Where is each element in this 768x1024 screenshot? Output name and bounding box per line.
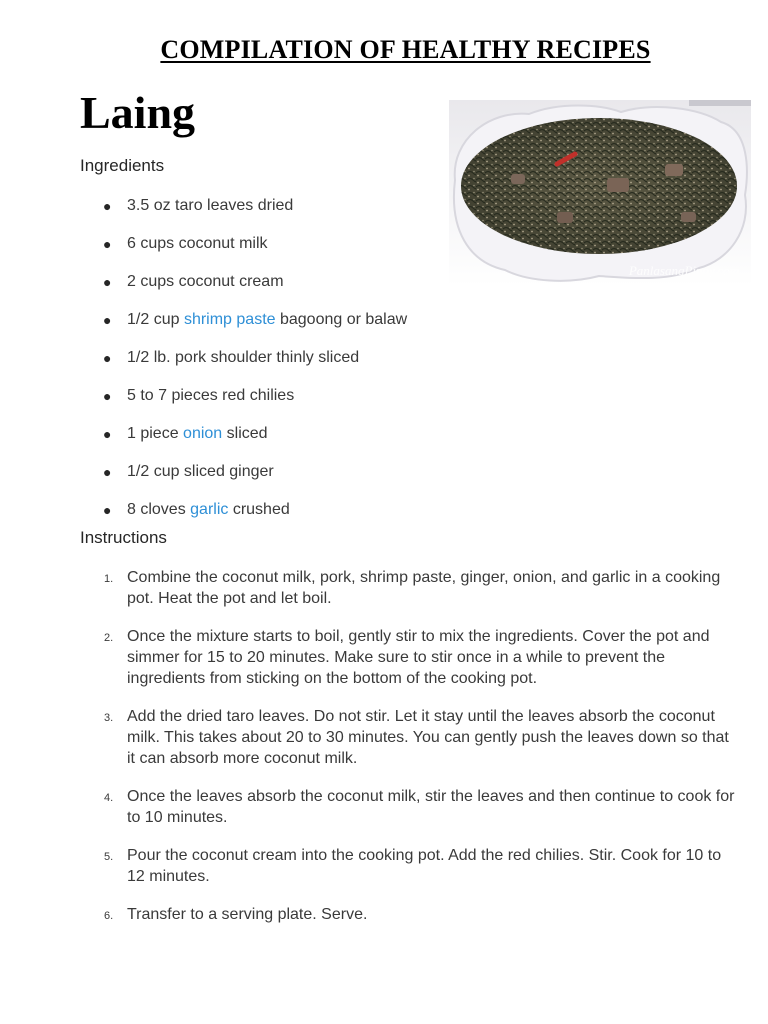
step-number: 4.	[104, 792, 114, 804]
ingredient-item	[0, 309, 407, 347]
ingredient-text: 2 cups coconut cream	[127, 273, 284, 290]
step-item	[0, 786, 740, 845]
page-header: COMPILATION OF HEALTHY RECIPES	[160, 35, 651, 64]
ingredient-text: 6 cups coconut milk	[127, 235, 268, 252]
bullet-icon: ●	[103, 274, 112, 290]
step-item	[0, 904, 740, 925]
dish-photo	[449, 100, 751, 286]
step-text: Transfer to a serving plate. Serve.	[127, 906, 368, 923]
bullet-icon: ●	[103, 388, 112, 404]
bullet-icon: ●	[103, 350, 112, 366]
step-text: Once the mixture starts to boil, gently stir to mix the ingredients. Cover the pot and simmer for 15 to 20 minutes. Make sure to stir once in a while to prevent the ingredients from sticking on the bottom of the cooking pot.	[127, 628, 710, 687]
ingredient-item	[0, 461, 407, 499]
step-number: 5.	[104, 851, 114, 863]
ingredient-text-suffix: bagoong or balaw	[275, 311, 408, 328]
bullet-icon: ●	[103, 426, 112, 442]
bullet-icon: ●	[103, 464, 112, 480]
ingredient-item	[0, 271, 407, 309]
step-number: 3.	[104, 712, 114, 724]
step-number: 1.	[104, 573, 114, 585]
step-number: 6.	[104, 910, 114, 922]
step-number: 2.	[104, 632, 114, 644]
step-text: Add the dried taro leaves. Do not stir. Let it stay until the leaves absorb the coconut milk. This takes about 20 to 30 minutes. You can gently push the leaves down so that it can absorb more coconut milk.	[127, 708, 729, 767]
step-item	[0, 567, 740, 626]
ingredient-item	[0, 499, 407, 537]
ingredient-text: 1/2 cup	[127, 311, 184, 328]
ingredient-text: 5 to 7 pieces red chilies	[127, 387, 295, 404]
ingredient-item	[0, 233, 407, 271]
bullet-icon: ●	[103, 502, 112, 518]
ingredient-text: 1/2 cup sliced ginger	[127, 463, 274, 480]
ingredient-text: 1 piece	[127, 425, 184, 442]
shrimp-paste-link[interactable]: shrimp paste	[183, 311, 276, 328]
step-text: Pour the coconut cream into the cooking pot. Add the red chilies. Stir. Cook for 10 to 12 minutes.	[127, 847, 722, 885]
ingredient-text-suffix: sliced	[222, 425, 268, 442]
bullet-icon: ●	[103, 198, 112, 214]
ingredient-text: 3.5 oz taro leaves dried	[127, 197, 294, 214]
onion-link[interactable]: onion	[183, 425, 223, 442]
ingredient-list	[0, 195, 407, 537]
step-text: Once the leaves absorb the coconut milk, stir the leaves and then continue to cook for to 10 minutes.	[127, 788, 735, 826]
step-text: Combine the coconut milk, pork, shrimp paste, ginger, onion, and garlic in a cooking pot. Heat the pot and let boil.	[127, 569, 721, 607]
ingredient-item	[0, 347, 407, 385]
ingredients-heading: Ingredients	[80, 156, 165, 175]
instructions-heading: Instructions	[80, 528, 167, 547]
step-list	[0, 567, 740, 925]
recipe-title: Laing	[80, 87, 196, 138]
step-item	[0, 626, 740, 706]
ingredient-text: 8 cloves	[127, 501, 191, 518]
ingredient-text: 1/2 lb. pork shoulder thinly sliced	[127, 349, 360, 366]
bullet-icon: ●	[103, 236, 112, 252]
ingredient-item	[0, 385, 407, 423]
step-item	[0, 845, 740, 904]
photo-watermark: PanlasangPinoy.com	[628, 263, 739, 278]
bullet-icon: ●	[103, 312, 112, 328]
step-item	[0, 706, 740, 786]
ingredient-item	[0, 423, 407, 461]
garlic-link[interactable]: garlic	[190, 501, 229, 518]
ingredient-item	[0, 195, 407, 233]
ingredient-text-suffix: crushed	[228, 501, 290, 518]
